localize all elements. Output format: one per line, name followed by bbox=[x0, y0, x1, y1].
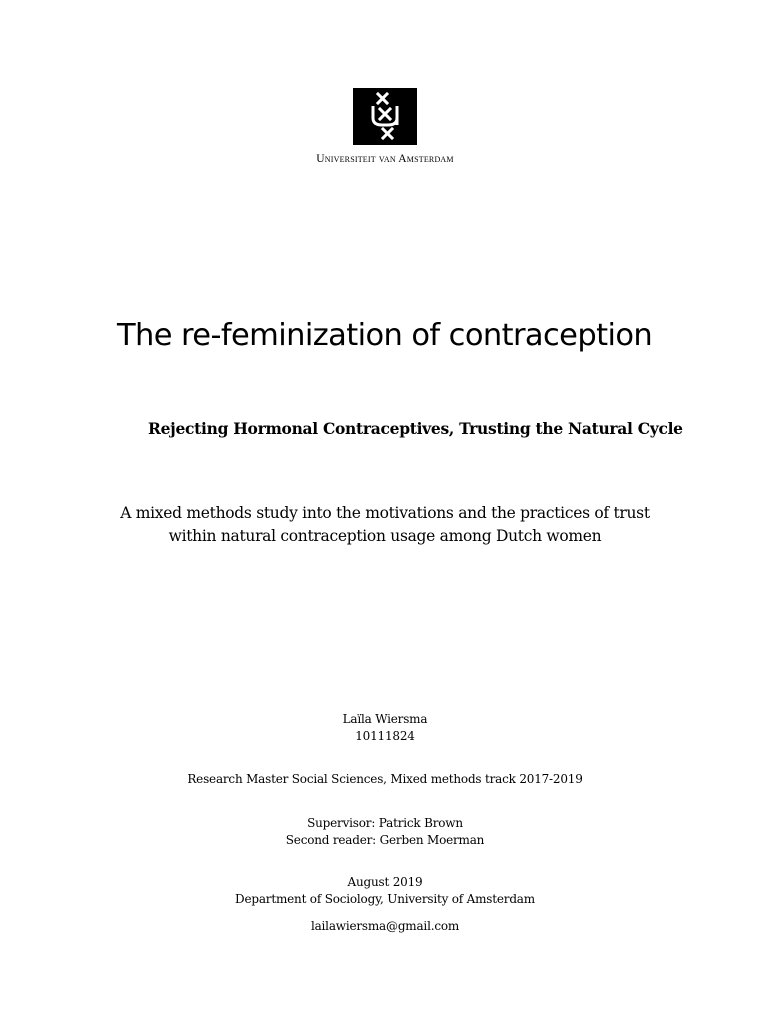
thesis-subtitle: Rejecting Hormonal Contraceptives, Trusting the Natural Cycle bbox=[148, 419, 683, 438]
thesis-description bbox=[100, 502, 670, 548]
second-reader: Second reader: Gerben Moerman bbox=[285, 832, 485, 847]
department: Department of Sociology, University of Amsterdam bbox=[235, 891, 535, 906]
contact-block bbox=[0, 918, 770, 935]
author-block bbox=[0, 711, 770, 744]
university-name: Universiteit van Amsterdam bbox=[316, 153, 454, 165]
uva-crest-icon bbox=[353, 88, 417, 145]
university-logo bbox=[353, 88, 417, 145]
email-address: lailawiersma@gmail.com bbox=[310, 919, 460, 933]
supervisor: Supervisor: Patrick Brown bbox=[307, 816, 463, 830]
description-line-2: within natural contraception usage among Dutch women bbox=[168, 527, 602, 545]
thesis-title: The re-feminization of contraception bbox=[117, 318, 653, 353]
program-name: Research Master Social Sciences, Mixed methods track 2017-2019 bbox=[187, 772, 583, 786]
student-number: 10111824 bbox=[355, 728, 415, 743]
program-block bbox=[0, 771, 770, 788]
author-name: Laïla Wiersma bbox=[342, 712, 428, 726]
submission-date: August 2019 bbox=[347, 875, 423, 889]
description-line-1: A mixed methods study into the motivations and the practices of trust bbox=[120, 504, 650, 522]
supervision-block bbox=[0, 815, 770, 848]
date-department-block bbox=[0, 874, 770, 907]
